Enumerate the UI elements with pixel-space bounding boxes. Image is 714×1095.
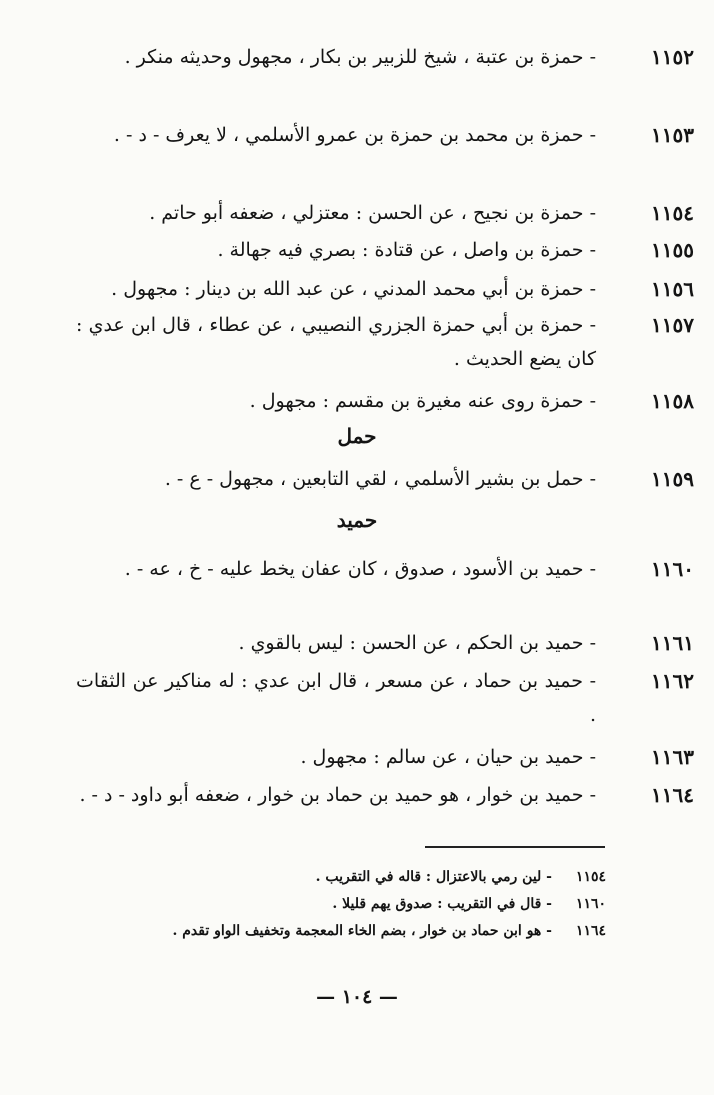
section-heading-humaid: حميد [336, 508, 378, 532]
entry-text: - حميد بن حماد ، عن مسعر ، قال ابن عدي : له مناكير عن الثقات . [76, 670, 596, 726]
footnote-1160 [86, 893, 606, 915]
entry-text: - حمزة بن أبي حمزة الجزري النصيبي ، عن عطاء ، قال ابن عدي : كان يضع الحديث . [76, 314, 596, 370]
entry-1153 [76, 118, 694, 152]
entry-number: ١١٦٣ [651, 745, 694, 769]
entry-number: ١١٥٧ [651, 313, 694, 337]
entry-1161 [76, 626, 694, 660]
footnote-1164 [86, 920, 606, 942]
entry-1156 [76, 272, 694, 306]
footnote-number: ١١٦٠ [575, 896, 606, 912]
entry-1159 [76, 462, 694, 496]
entry-1158 [76, 384, 694, 418]
entry-number: ١١٥٦ [651, 277, 694, 301]
entry-text: - حميد بن الحكم ، عن الحسن : ليس بالقوي . [238, 632, 596, 654]
entry-number: ١١٥٥ [651, 238, 694, 262]
entry-1160 [76, 552, 694, 586]
entry-number: ١١٦١ [651, 631, 694, 655]
footnote-1154 [86, 866, 606, 888]
entry-1163 [76, 740, 694, 774]
entry-number: ١١٥٨ [651, 389, 694, 413]
section-heading-haml: حمل [337, 424, 377, 448]
entry-number: ١١٦٤ [651, 783, 694, 807]
entry-text: - حمل بن بشير الأسلمي ، لقي التابعين ، مجهول - ع - . [164, 468, 596, 490]
footnote-number: ١١٥٤ [575, 869, 606, 885]
entry-number: ١١٥٣ [651, 123, 694, 147]
entry-text: - حمزة بن عتبة ، شيخ للزبير بن بكار ، مجهول وحديثه منكر . [124, 46, 596, 68]
entry-text: - حميد بن حيان ، عن سالم : مجهول . [300, 746, 596, 768]
entry-number: ١١٦٢ [651, 669, 694, 693]
entry-1154 [76, 196, 694, 230]
entry-text: - حمزة بن أبي محمد المدني ، عن عبد الله بن دينار : مجهول . [111, 278, 596, 300]
entry-text: - حمزة بن محمد بن حمزة بن عمرو الأسلمي ، لا يعرف - د - . [113, 124, 596, 146]
footnote-text: - قال في التقريب : صدوق يهم قليلا . [332, 896, 552, 912]
footnote-text: - لين رمي بالاعتزال : قاله في التقريب . [315, 869, 552, 885]
entry-number: ١١٥٤ [651, 201, 694, 225]
entry-text: - حميد بن الأسود ، صدوق ، كان عفان يخط عليه - خ ، عه - . [124, 558, 596, 580]
footnote-number: ١١٦٤ [575, 923, 606, 939]
footnote-text: - هو ابن حماد بن خوار ، بضم الخاء المعجمة وتخفيف الواو تقدم . [172, 923, 552, 939]
entry-number: ١١٥٩ [651, 467, 694, 491]
entry-text: - حمزة بن واصل ، عن قتادة : بصري فيه جهالة . [217, 239, 596, 261]
entry-number: ١١٦٠ [651, 557, 694, 581]
entry-1157 [76, 308, 694, 376]
entry-1162 [76, 664, 694, 732]
entry-text: - حمزة روى عنه مغيرة بن مقسم : مجهول . [249, 390, 596, 412]
entry-1164 [76, 778, 694, 812]
entry-number: ١١٥٢ [651, 45, 694, 69]
entry-1152 [76, 40, 694, 74]
entry-text: - حمزة بن نجيح ، عن الحسن : معتزلي ، ضعفه أبو حاتم . [149, 202, 596, 224]
entry-text: - حميد بن خوار ، هو حميد بن حماد بن خوار ، ضعفه أبو داود - د - . [79, 784, 596, 806]
footnote-divider [425, 846, 605, 848]
entry-1155 [76, 233, 694, 267]
page-number: — ١٠٤ — [316, 986, 398, 1008]
